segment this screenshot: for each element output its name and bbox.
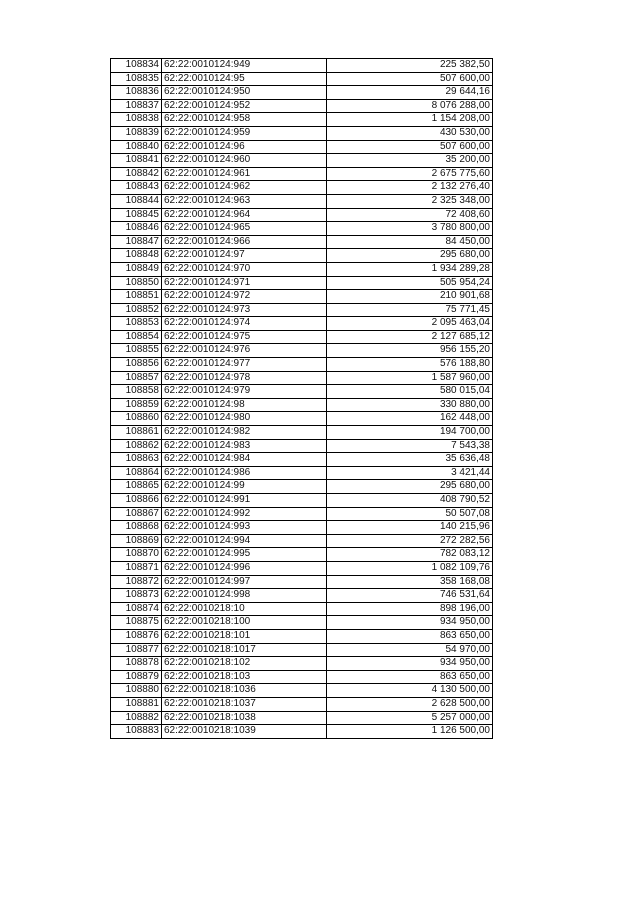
value-cell: 7 543,38 xyxy=(327,439,493,453)
row-number-cell: 108844 xyxy=(111,194,162,208)
value-cell: 408 790,52 xyxy=(327,494,493,508)
cadastral-number-cell: 62:22:0010124:977 xyxy=(162,358,327,372)
value-cell: 54 970,00 xyxy=(327,643,493,657)
row-number-cell: 108873 xyxy=(111,589,162,603)
cadastral-number-cell: 62:22:0010124:991 xyxy=(162,494,327,508)
value-cell: 194 700,00 xyxy=(327,426,493,440)
table-row xyxy=(111,235,493,249)
value-cell: 330 880,00 xyxy=(327,398,493,412)
table-row xyxy=(111,344,493,358)
cadastral-number-cell: 62:22:0010124:99 xyxy=(162,480,327,494)
value-cell: 2 095 463,04 xyxy=(327,317,493,331)
table-row xyxy=(111,507,493,521)
table-row xyxy=(111,194,493,208)
row-number-cell: 108843 xyxy=(111,181,162,195)
table-row xyxy=(111,589,493,603)
value-cell: 898 196,00 xyxy=(327,602,493,616)
cadastral-number-cell: 62:22:0010124:97 xyxy=(162,249,327,263)
table-row xyxy=(111,358,493,372)
table-row xyxy=(111,262,493,276)
row-number-cell: 108839 xyxy=(111,126,162,140)
row-number-cell: 108883 xyxy=(111,725,162,739)
row-number-cell: 108846 xyxy=(111,222,162,236)
row-number-cell: 108879 xyxy=(111,670,162,684)
value-cell: 746 531,64 xyxy=(327,589,493,603)
cadastral-number-cell: 62:22:0010218:1039 xyxy=(162,725,327,739)
cadastral-number-cell: 62:22:0010124:972 xyxy=(162,290,327,304)
table-row xyxy=(111,643,493,657)
cadastral-number-cell: 62:22:0010124:970 xyxy=(162,262,327,276)
cadastral-number-cell: 62:22:0010124:96 xyxy=(162,140,327,154)
cadastral-number-cell: 62:22:0010218:1037 xyxy=(162,697,327,711)
row-number-cell: 108852 xyxy=(111,303,162,317)
row-number-cell: 108857 xyxy=(111,371,162,385)
value-cell: 2 132 276,40 xyxy=(327,181,493,195)
table-row xyxy=(111,439,493,453)
row-number-cell: 108859 xyxy=(111,398,162,412)
row-number-cell: 108881 xyxy=(111,697,162,711)
row-number-cell: 108851 xyxy=(111,290,162,304)
cadastral-number-cell: 62:22:0010124:966 xyxy=(162,235,327,249)
value-cell: 580 015,04 xyxy=(327,385,493,399)
value-cell: 2 127 685,12 xyxy=(327,330,493,344)
cadastral-number-cell: 62:22:0010124:961 xyxy=(162,167,327,181)
table-row xyxy=(111,453,493,467)
row-number-cell: 108834 xyxy=(111,59,162,73)
value-cell: 4 130 500,00 xyxy=(327,684,493,698)
row-number-cell: 108838 xyxy=(111,113,162,127)
table-row xyxy=(111,86,493,100)
table-row xyxy=(111,711,493,725)
row-number-cell: 108840 xyxy=(111,140,162,154)
document-page xyxy=(110,58,493,739)
row-number-cell: 108876 xyxy=(111,629,162,643)
value-cell: 576 188,80 xyxy=(327,358,493,372)
cadastral-number-cell: 62:22:0010124:978 xyxy=(162,371,327,385)
value-cell: 2 325 348,00 xyxy=(327,194,493,208)
table-row xyxy=(111,616,493,630)
table-row xyxy=(111,167,493,181)
cadastral-number-cell: 62:22:0010218:10 xyxy=(162,602,327,616)
value-cell: 84 450,00 xyxy=(327,235,493,249)
table-row xyxy=(111,561,493,575)
cadastral-number-cell: 62:22:0010124:979 xyxy=(162,385,327,399)
table-row xyxy=(111,222,493,236)
value-cell: 50 507,08 xyxy=(327,507,493,521)
table-row xyxy=(111,290,493,304)
row-number-cell: 108842 xyxy=(111,167,162,181)
cadastral-number-cell: 62:22:0010124:949 xyxy=(162,59,327,73)
value-cell: 934 950,00 xyxy=(327,657,493,671)
table-row xyxy=(111,154,493,168)
cadastral-number-cell: 62:22:0010124:995 xyxy=(162,548,327,562)
table-row xyxy=(111,602,493,616)
cadastral-number-cell: 62:22:0010124:982 xyxy=(162,426,327,440)
cadastral-number-cell: 62:22:0010124:996 xyxy=(162,561,327,575)
cadastral-number-cell: 62:22:0010218:1038 xyxy=(162,711,327,725)
cadastral-number-cell: 62:22:0010124:964 xyxy=(162,208,327,222)
row-number-cell: 108867 xyxy=(111,507,162,521)
value-cell: 1 154 208,00 xyxy=(327,113,493,127)
row-number-cell: 108880 xyxy=(111,684,162,698)
cadastral-number-cell: 62:22:0010124:952 xyxy=(162,99,327,113)
row-number-cell: 108849 xyxy=(111,262,162,276)
value-cell: 8 076 288,00 xyxy=(327,99,493,113)
value-cell: 35 200,00 xyxy=(327,154,493,168)
cadastral-number-cell: 62:22:0010124:983 xyxy=(162,439,327,453)
cadastral-number-cell: 62:22:0010218:1017 xyxy=(162,643,327,657)
row-number-cell: 108854 xyxy=(111,330,162,344)
cadastral-number-cell: 62:22:0010124:975 xyxy=(162,330,327,344)
row-number-cell: 108864 xyxy=(111,466,162,480)
table-row xyxy=(111,629,493,643)
table-row xyxy=(111,398,493,412)
row-number-cell: 108868 xyxy=(111,521,162,535)
table-row xyxy=(111,330,493,344)
value-cell: 140 215,96 xyxy=(327,521,493,535)
table-row xyxy=(111,725,493,739)
table-row xyxy=(111,276,493,290)
value-cell: 162 448,00 xyxy=(327,412,493,426)
table-row xyxy=(111,480,493,494)
cadastral-number-cell: 62:22:0010124:963 xyxy=(162,194,327,208)
cadastral-number-cell: 62:22:0010124:95 xyxy=(162,72,327,86)
row-number-cell: 108862 xyxy=(111,439,162,453)
value-cell: 782 083,12 xyxy=(327,548,493,562)
value-cell: 3 421,44 xyxy=(327,466,493,480)
row-number-cell: 108869 xyxy=(111,534,162,548)
row-number-cell: 108863 xyxy=(111,453,162,467)
cadastral-number-cell: 62:22:0010124:994 xyxy=(162,534,327,548)
cadastral-number-cell: 62:22:0010218:103 xyxy=(162,670,327,684)
value-cell: 863 650,00 xyxy=(327,629,493,643)
row-number-cell: 108837 xyxy=(111,99,162,113)
table-row xyxy=(111,208,493,222)
table-row xyxy=(111,113,493,127)
table-row xyxy=(111,317,493,331)
table-row xyxy=(111,697,493,711)
value-cell: 295 680,00 xyxy=(327,249,493,263)
cadastral-number-cell: 62:22:0010124:974 xyxy=(162,317,327,331)
cadastral-number-cell: 62:22:0010124:986 xyxy=(162,466,327,480)
row-number-cell: 108853 xyxy=(111,317,162,331)
value-cell: 956 155,20 xyxy=(327,344,493,358)
row-number-cell: 108870 xyxy=(111,548,162,562)
value-cell: 75 771,45 xyxy=(327,303,493,317)
cadastral-number-cell: 62:22:0010218:100 xyxy=(162,616,327,630)
value-cell: 430 530,00 xyxy=(327,126,493,140)
row-number-cell: 108861 xyxy=(111,426,162,440)
value-cell: 505 954,24 xyxy=(327,276,493,290)
value-cell: 1 126 500,00 xyxy=(327,725,493,739)
table-row xyxy=(111,99,493,113)
row-number-cell: 108845 xyxy=(111,208,162,222)
table-row xyxy=(111,684,493,698)
table-row xyxy=(111,521,493,535)
cadastral-number-cell: 62:22:0010124:976 xyxy=(162,344,327,358)
row-number-cell: 108878 xyxy=(111,657,162,671)
value-cell: 2 628 500,00 xyxy=(327,697,493,711)
cadastral-number-cell: 62:22:0010124:992 xyxy=(162,507,327,521)
cadastral-number-cell: 62:22:0010124:973 xyxy=(162,303,327,317)
table-row xyxy=(111,72,493,86)
value-cell: 934 950,00 xyxy=(327,616,493,630)
value-cell: 3 780 800,00 xyxy=(327,222,493,236)
cadastral-value-table xyxy=(110,58,493,739)
value-cell: 358 168,08 xyxy=(327,575,493,589)
table-row xyxy=(111,466,493,480)
cadastral-number-cell: 62:22:0010124:993 xyxy=(162,521,327,535)
row-number-cell: 108875 xyxy=(111,616,162,630)
row-number-cell: 108865 xyxy=(111,480,162,494)
table-row xyxy=(111,670,493,684)
value-cell: 1 934 289,28 xyxy=(327,262,493,276)
value-cell: 225 382,50 xyxy=(327,59,493,73)
row-number-cell: 108848 xyxy=(111,249,162,263)
row-number-cell: 108850 xyxy=(111,276,162,290)
row-number-cell: 108855 xyxy=(111,344,162,358)
cadastral-number-cell: 62:22:0010124:962 xyxy=(162,181,327,195)
row-number-cell: 108871 xyxy=(111,561,162,575)
cadastral-number-cell: 62:22:0010124:960 xyxy=(162,154,327,168)
cadastral-number-cell: 62:22:0010124:950 xyxy=(162,86,327,100)
table-row xyxy=(111,385,493,399)
row-number-cell: 108860 xyxy=(111,412,162,426)
table-row xyxy=(111,126,493,140)
table-row xyxy=(111,534,493,548)
cadastral-number-cell: 62:22:0010124:98 xyxy=(162,398,327,412)
row-number-cell: 108877 xyxy=(111,643,162,657)
value-cell: 72 408,60 xyxy=(327,208,493,222)
cadastral-number-cell: 62:22:0010124:984 xyxy=(162,453,327,467)
table-row xyxy=(111,303,493,317)
table-row xyxy=(111,249,493,263)
table-row xyxy=(111,657,493,671)
cadastral-number-cell: 62:22:0010124:980 xyxy=(162,412,327,426)
cadastral-number-cell: 62:22:0010124:959 xyxy=(162,126,327,140)
cadastral-number-cell: 62:22:0010124:965 xyxy=(162,222,327,236)
cadastral-number-cell: 62:22:0010218:101 xyxy=(162,629,327,643)
row-number-cell: 108874 xyxy=(111,602,162,616)
row-number-cell: 108841 xyxy=(111,154,162,168)
table-row xyxy=(111,371,493,385)
value-cell: 272 282,56 xyxy=(327,534,493,548)
row-number-cell: 108835 xyxy=(111,72,162,86)
cadastral-number-cell: 62:22:0010218:1036 xyxy=(162,684,327,698)
row-number-cell: 108872 xyxy=(111,575,162,589)
row-number-cell: 108856 xyxy=(111,358,162,372)
table-row xyxy=(111,426,493,440)
value-cell: 5 257 000,00 xyxy=(327,711,493,725)
table-body xyxy=(111,59,493,739)
table-row xyxy=(111,494,493,508)
cadastral-number-cell: 62:22:0010218:102 xyxy=(162,657,327,671)
table-row xyxy=(111,575,493,589)
value-cell: 507 600,00 xyxy=(327,72,493,86)
row-number-cell: 108866 xyxy=(111,494,162,508)
row-number-cell: 108836 xyxy=(111,86,162,100)
value-cell: 863 650,00 xyxy=(327,670,493,684)
row-number-cell: 108847 xyxy=(111,235,162,249)
cadastral-number-cell: 62:22:0010124:997 xyxy=(162,575,327,589)
value-cell: 2 675 775,60 xyxy=(327,167,493,181)
row-number-cell: 108858 xyxy=(111,385,162,399)
value-cell: 210 901,68 xyxy=(327,290,493,304)
value-cell: 1 587 960,00 xyxy=(327,371,493,385)
cadastral-number-cell: 62:22:0010124:958 xyxy=(162,113,327,127)
table-row xyxy=(111,181,493,195)
table-row xyxy=(111,548,493,562)
row-number-cell: 108882 xyxy=(111,711,162,725)
value-cell: 295 680,00 xyxy=(327,480,493,494)
cadastral-number-cell: 62:22:0010124:971 xyxy=(162,276,327,290)
value-cell: 35 636,48 xyxy=(327,453,493,467)
value-cell: 1 082 109,76 xyxy=(327,561,493,575)
table-row xyxy=(111,140,493,154)
value-cell: 29 644,16 xyxy=(327,86,493,100)
value-cell: 507 600,00 xyxy=(327,140,493,154)
cadastral-number-cell: 62:22:0010124:998 xyxy=(162,589,327,603)
table-row xyxy=(111,59,493,73)
table-row xyxy=(111,412,493,426)
